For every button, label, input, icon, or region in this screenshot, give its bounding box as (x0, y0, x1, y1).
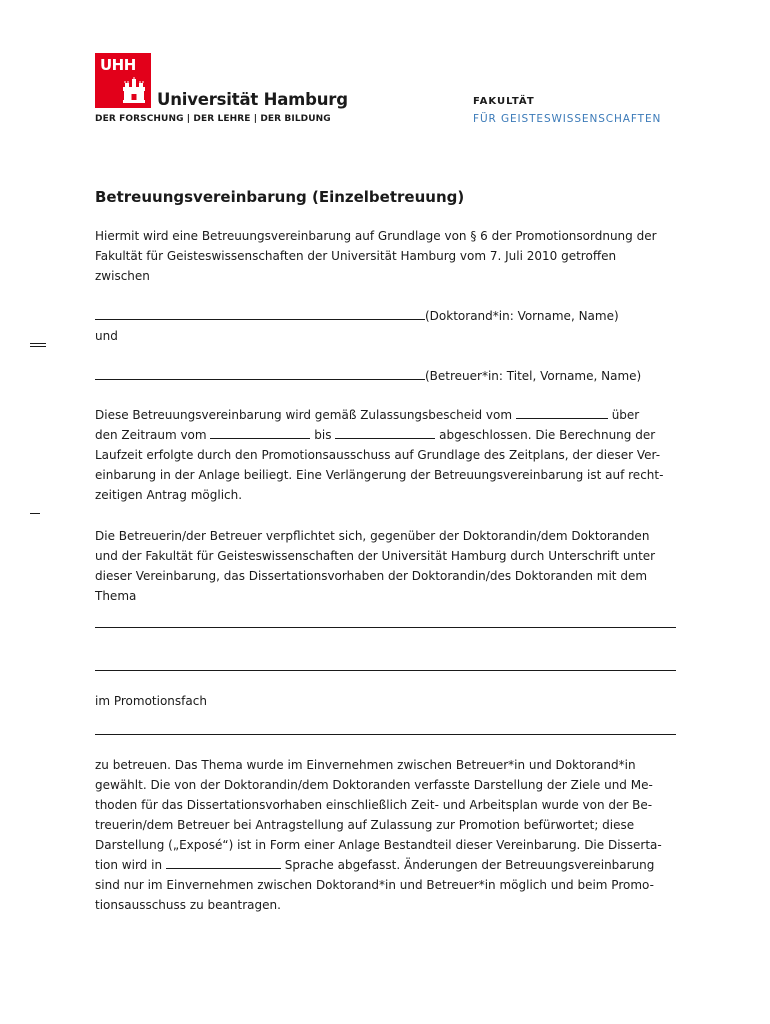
university-tagline: DER FORSCHUNG | DER LEHRE | DER BILDUNG (95, 114, 331, 124)
university-name: Universität Hamburg (157, 90, 348, 109)
supervisor-row (95, 366, 641, 386)
admission-line: Laufzeit erfolgte durch den Promotionsausschuss auf Grundlage des Zeitplans, der dieser Ver- (95, 448, 661, 462)
admission-paragraph (95, 405, 680, 505)
period-end-field[interactable] (335, 425, 435, 439)
and-word: und (95, 329, 118, 343)
intro-line: zwischen (95, 269, 150, 283)
admission-text: über (611, 408, 640, 422)
closing-line: gewählt. Die von der Doktorandin/dem Doktoranden verfasste Darstellung der Ziele und Me- (95, 778, 653, 792)
faculty-title: FAKULTÄT (473, 96, 535, 107)
closing-line: tionsausschuss zu beantragen. (95, 898, 281, 912)
doctoral-name-field[interactable] (95, 306, 425, 320)
supervisor-name-field[interactable] (95, 366, 425, 380)
closing-line: zu betreuen. Das Thema wurde im Einvernehmen zwischen Betreuer*in und Doktorand*in (95, 758, 636, 772)
fold-mark (30, 343, 46, 344)
admission-date-field[interactable] (516, 405, 608, 419)
intro-line: Fakultät für Geisteswissenschaften der Universität Hamburg vom 7. Juli 2010 getroffen (95, 249, 617, 263)
intro-paragraph (95, 226, 680, 286)
topic-line-2[interactable] (95, 670, 676, 671)
logo-wordmark: UHH (100, 56, 136, 74)
document-title: Betreuungsvereinbarung (Einzelbetreuung) (95, 188, 465, 206)
subject-line[interactable] (95, 734, 676, 735)
admission-text: den Zeitraum vom (95, 428, 207, 442)
admission-line: einbarung in der Anlage beiliegt. Eine Verlängerung der Betreuungsvereinbarung ist auf recht- (95, 468, 664, 482)
admission-text: abgeschlossen. Die Berechnung der (439, 428, 656, 442)
intro-line: Hiermit wird eine Betreuungsvereinbarung auf Grundlage von § 6 der Promotionsordnung der (95, 229, 657, 243)
topic-line-1[interactable] (95, 627, 676, 628)
admission-text: bis (314, 428, 332, 442)
closing-paragraph (95, 755, 680, 915)
obligation-line: Thema (95, 589, 137, 603)
fold-mark (30, 346, 46, 347)
doctoral-label: (Doktorand*in: Vorname, Name) (425, 309, 619, 323)
faculty-subtitle: FÜR GEISTESWISSENSCHAFTEN (473, 113, 662, 125)
obligation-paragraph (95, 526, 680, 606)
supervisor-label: (Betreuer*in: Titel, Vorname, Name) (425, 369, 642, 383)
closing-line: sind nur im Einvernehmen zwischen Doktorand*in und Betreuer*in möglich und beim Promo- (95, 878, 654, 892)
closing-line: Darstellung („Exposé“) ist in Form einer Anlage Bestandteil dieser Vereinbarung. Die Disserta- (95, 838, 662, 852)
obligation-line: und der Fakultät für Geisteswissenschaften der Universität Hamburg durch Unterschrift unter (95, 549, 656, 563)
admission-line: zeitigen Antrag möglich. (95, 488, 243, 502)
university-logo (95, 53, 151, 108)
period-start-field[interactable] (210, 425, 310, 439)
closing-text: Sprache abgefasst. Änderungen der Betreuungsvereinbarung (284, 858, 655, 872)
doctoral-candidate-row (95, 306, 619, 326)
punch-mark (30, 513, 40, 514)
closing-text: tion wird in (95, 858, 163, 872)
obligation-line: Die Betreuerin/der Betreuer verpflichtet sich, gegenüber der Doktorandin/dem Doktoranden (95, 529, 650, 543)
closing-line: treuerin/dem Betreuer bei Antragstellung auf Zulassung zur Promotion befürwortet; diese (95, 818, 635, 832)
language-field[interactable] (166, 855, 281, 869)
obligation-line: dieser Vereinbarung, das Dissertationsvorhaben der Doktorandin/des Doktoranden mit dem (95, 569, 648, 583)
castle-icon (123, 77, 145, 103)
subject-label: im Promotionsfach (95, 694, 207, 708)
admission-text: Diese Betreuungsvereinbarung wird gemäß Zulassungsbescheid vom (95, 408, 513, 422)
closing-line: thoden für das Dissertationsvorhaben einschließlich Zeit- und Arbeitsplan wurde von der Be- (95, 798, 653, 812)
